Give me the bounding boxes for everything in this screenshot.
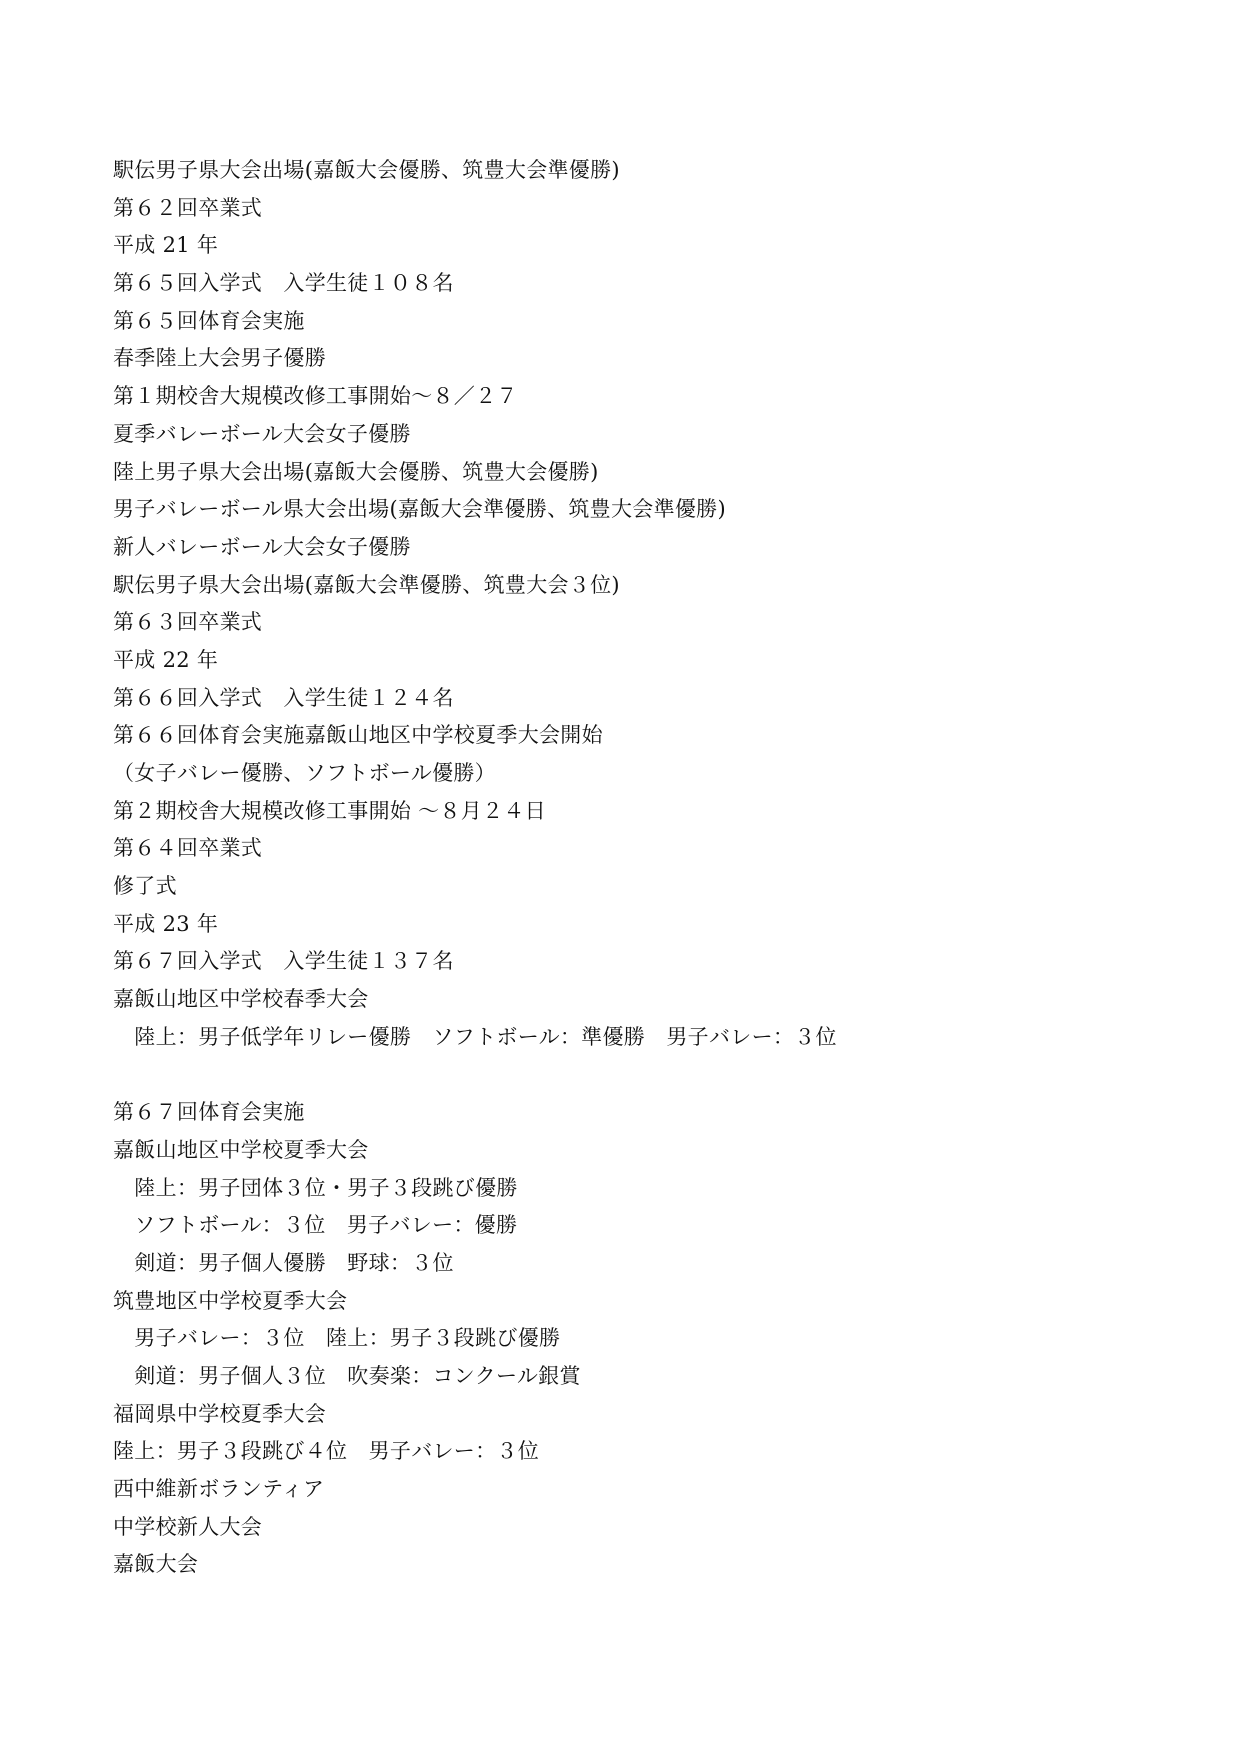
text-line: 修了式 <box>113 874 177 899</box>
text-line: ソフトボール：３位 男子バレー：優勝 <box>113 1213 518 1238</box>
text-line: （女子バレー優勝、ソフトボール優勝） <box>113 761 496 785</box>
text-line: 駅伝男子県大会出場(嘉飯大会準優勝、筑豊大会３位) <box>113 572 620 597</box>
text-line: 第６５回入学式 入学生徒１０８名 <box>113 271 454 296</box>
text-line: 陸上：男子３段跳び４位 男子バレー：３位 <box>113 1439 539 1464</box>
blank-line <box>113 1057 1173 1095</box>
text-line: 剣道：男子個人優勝 野球：３位 <box>113 1250 454 1275</box>
text-line: 平成 21 年 <box>113 233 219 258</box>
text-line: 第１期校舎大規模改修工事開始～８／２７ <box>113 384 518 409</box>
text-line: 嘉飯大会 <box>113 1552 199 1577</box>
text-line: 第６３回卒業式 <box>113 610 263 635</box>
text-line: 新人バレーボール大会女子優勝 <box>113 534 411 559</box>
text-line: 嘉飯山地区中学校春季大会 <box>113 987 369 1012</box>
text-line: 第６２回卒業式 <box>113 195 263 220</box>
text-line: 平成 23 年 <box>113 911 219 936</box>
text-line: 嘉飯山地区中学校夏季大会 <box>113 1137 369 1162</box>
text-line: 第６６回入学式 入学生徒１２４名 <box>113 685 454 710</box>
document-body <box>113 152 1173 1584</box>
text-line: 夏季バレーボール大会女子優勝 <box>113 421 411 446</box>
text-line: 第２期校舎大規模改修工事開始 ～８月２４日 <box>113 798 546 823</box>
text-line: 剣道：男子個人３位 吹奏楽：コンクール銀賞 <box>113 1364 581 1388</box>
text-line: 中学校新人大会 <box>113 1514 263 1539</box>
text-line: 駅伝男子県大会出場(嘉飯大会優勝、筑豊大会準優勝) <box>113 158 620 182</box>
text-line: 第６６回体育会実施嘉飯山地区中学校夏季大会開始 <box>113 723 603 748</box>
text-line: 陸上：男子低学年リレー優勝 ソフトボール：準優勝 男子バレー：３位 <box>113 1024 837 1049</box>
text-line: 陸上男子県大会出場(嘉飯大会優勝、筑豊大会優勝) <box>113 459 599 484</box>
text-line: 第６７回入学式 入学生徒１３７名 <box>113 949 454 974</box>
text-line: 第６７回体育会実施 <box>113 1100 305 1125</box>
text-line: 第６４回卒業式 <box>113 836 263 861</box>
text-line: 平成 22 年 <box>113 647 219 672</box>
text-line: 筑豊地区中学校夏季大会 <box>113 1288 348 1313</box>
text-line: 春季陸上大会男子優勝 <box>113 346 326 371</box>
text-line: 男子バレー：３位 陸上：男子３段跳び優勝 <box>113 1326 561 1351</box>
text-line: 第６５回体育会実施 <box>113 308 305 333</box>
text-line: 福岡県中学校夏季大会 <box>113 1401 326 1426</box>
text-line: 西中維新ボランティア <box>113 1477 325 1502</box>
text-line: 陸上：男子団体３位・男子３段跳び優勝 <box>113 1175 518 1200</box>
text-line: 男子バレーボール県大会出場(嘉飯大会準優勝、筑豊大会準優勝) <box>113 497 726 522</box>
